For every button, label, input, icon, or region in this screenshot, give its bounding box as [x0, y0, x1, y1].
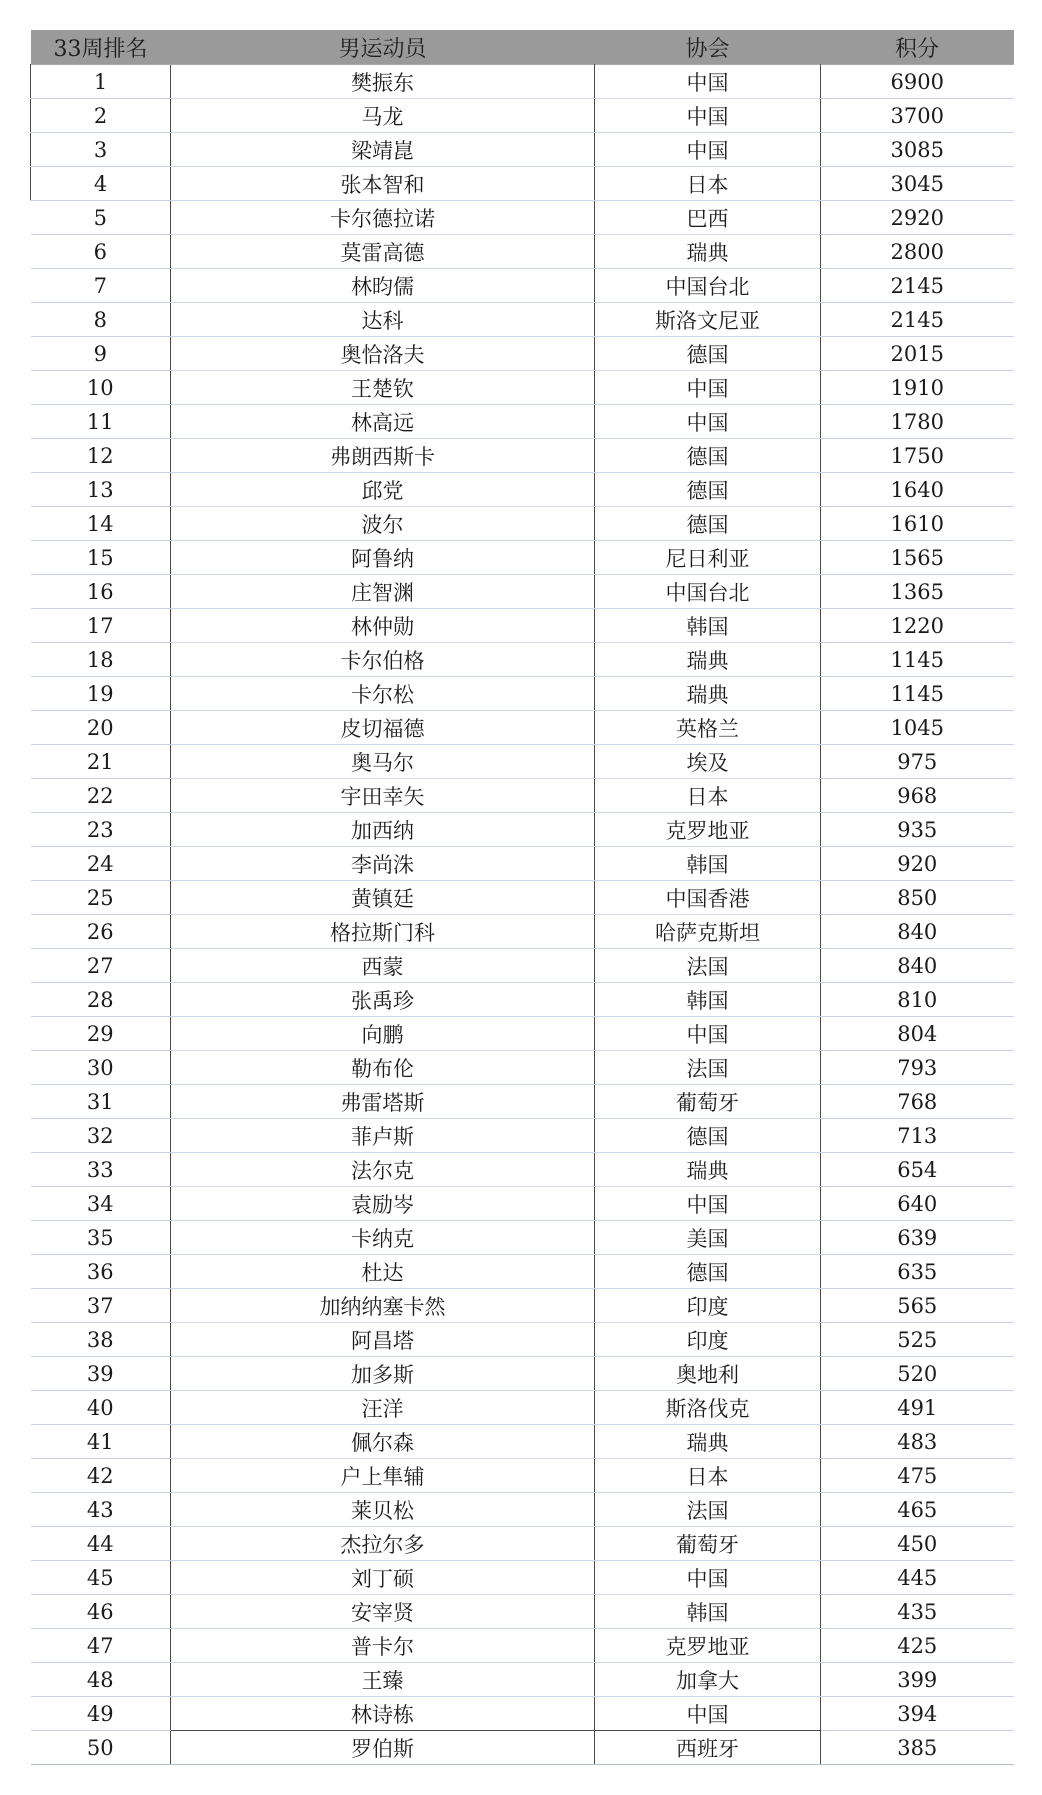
table-row	[31, 1221, 1014, 1255]
points-cell: 520	[821, 1357, 1014, 1391]
rank-cell: 3	[31, 133, 171, 167]
rank-cell: 7	[31, 269, 171, 303]
player-name-cell: 刘丁硕	[171, 1561, 595, 1595]
association-cell: 中国	[595, 99, 821, 133]
association-cell: 法国	[595, 1051, 821, 1085]
points-cell: 639	[821, 1221, 1014, 1255]
rank-cell: 29	[31, 1017, 171, 1051]
player-name-cell: 阿昌塔	[171, 1323, 595, 1357]
association-cell: 德国	[595, 1255, 821, 1289]
table-row	[31, 1527, 1014, 1561]
player-name-cell: 马龙	[171, 99, 595, 133]
points-cell: 840	[821, 915, 1014, 949]
points-cell: 2920	[821, 201, 1014, 235]
player-name-cell: 林仲勋	[171, 609, 595, 643]
points-cell: 435	[821, 1595, 1014, 1629]
rank-cell: 24	[31, 847, 171, 881]
association-cell: 德国	[595, 507, 821, 541]
points-cell: 968	[821, 779, 1014, 813]
association-cell: 印度	[595, 1323, 821, 1357]
points-cell: 640	[821, 1187, 1014, 1221]
points-cell: 850	[821, 881, 1014, 915]
table-row	[31, 609, 1014, 643]
player-name-cell: 袁励岑	[171, 1187, 595, 1221]
rank-cell: 10	[31, 371, 171, 405]
association-cell: 中国	[595, 405, 821, 439]
rank-cell: 21	[31, 745, 171, 779]
table-row	[31, 371, 1014, 405]
table-row	[31, 745, 1014, 779]
points-cell: 385	[821, 1731, 1014, 1765]
association-cell: 奥地利	[595, 1357, 821, 1391]
points-cell: 1750	[821, 439, 1014, 473]
player-name-cell: 安宰贤	[171, 1595, 595, 1629]
table-row	[31, 915, 1014, 949]
points-cell: 1565	[821, 541, 1014, 575]
rank-cell: 41	[31, 1425, 171, 1459]
points-cell: 2145	[821, 303, 1014, 337]
player-name-cell: 王楚钦	[171, 371, 595, 405]
points-cell: 445	[821, 1561, 1014, 1595]
association-cell: 中国	[595, 371, 821, 405]
rank-cell: 30	[31, 1051, 171, 1085]
points-cell: 491	[821, 1391, 1014, 1425]
points-cell: 1610	[821, 507, 1014, 541]
player-name-cell: 宇田幸矢	[171, 779, 595, 813]
player-name-cell: 林诗栋	[171, 1697, 595, 1731]
player-name-cell: 杜达	[171, 1255, 595, 1289]
association-cell: 瑞典	[595, 1425, 821, 1459]
player-name-cell: 汪洋	[171, 1391, 595, 1425]
table-row	[31, 677, 1014, 711]
rank-cell: 46	[31, 1595, 171, 1629]
player-name-cell: 户上隼辅	[171, 1459, 595, 1493]
table-row	[31, 1085, 1014, 1119]
association-cell: 韩国	[595, 609, 821, 643]
table-row	[31, 1493, 1014, 1527]
rank-cell: 38	[31, 1323, 171, 1357]
table-row	[31, 1697, 1014, 1731]
player-name-cell: 达科	[171, 303, 595, 337]
player-name-cell: 莱贝松	[171, 1493, 595, 1527]
player-name-cell: 普卡尔	[171, 1629, 595, 1663]
rank-cell: 32	[31, 1119, 171, 1153]
rank-cell: 20	[31, 711, 171, 745]
points-cell: 1910	[821, 371, 1014, 405]
player-name-cell: 奥马尔	[171, 745, 595, 779]
table-row	[31, 1255, 1014, 1289]
table-row	[31, 813, 1014, 847]
rank-cell: 25	[31, 881, 171, 915]
player-name-cell: 佩尔森	[171, 1425, 595, 1459]
table-row	[31, 473, 1014, 507]
header-points: 积分	[821, 30, 1014, 65]
rank-cell: 18	[31, 643, 171, 677]
header-row	[31, 30, 1014, 65]
table-row	[31, 1051, 1014, 1085]
association-cell: 巴西	[595, 201, 821, 235]
association-cell: 中国	[595, 1017, 821, 1051]
points-cell: 3085	[821, 133, 1014, 167]
points-cell: 450	[821, 1527, 1014, 1561]
table-row	[31, 1119, 1014, 1153]
table-row	[31, 1425, 1014, 1459]
rank-cell: 47	[31, 1629, 171, 1663]
table-row	[31, 847, 1014, 881]
points-cell: 1145	[821, 677, 1014, 711]
table-row	[31, 65, 1014, 99]
association-cell: 克罗地亚	[595, 1629, 821, 1663]
player-name-cell: 卡尔伯格	[171, 643, 595, 677]
player-name-cell: 黄镇廷	[171, 881, 595, 915]
player-name-cell: 奥恰洛夫	[171, 337, 595, 371]
points-cell: 1045	[821, 711, 1014, 745]
points-cell: 465	[821, 1493, 1014, 1527]
association-cell: 瑞典	[595, 643, 821, 677]
association-cell: 中国香港	[595, 881, 821, 915]
points-cell: 840	[821, 949, 1014, 983]
player-name-cell: 法尔克	[171, 1153, 595, 1187]
rank-cell: 13	[31, 473, 171, 507]
points-cell: 1220	[821, 609, 1014, 643]
points-cell: 399	[821, 1663, 1014, 1697]
table-row	[31, 1187, 1014, 1221]
association-cell: 葡萄牙	[595, 1527, 821, 1561]
association-cell: 德国	[595, 473, 821, 507]
association-cell: 英格兰	[595, 711, 821, 745]
rank-cell: 37	[31, 1289, 171, 1323]
player-name-cell: 弗雷塔斯	[171, 1085, 595, 1119]
table-row	[31, 1153, 1014, 1187]
rank-cell: 36	[31, 1255, 171, 1289]
table-row	[31, 983, 1014, 1017]
player-name-cell: 李尚洙	[171, 847, 595, 881]
rank-cell: 50	[31, 1731, 171, 1765]
table-row	[31, 167, 1014, 201]
rank-cell: 17	[31, 609, 171, 643]
association-cell: 德国	[595, 337, 821, 371]
association-cell: 韩国	[595, 847, 821, 881]
points-cell: 1780	[821, 405, 1014, 439]
ranking-table	[30, 30, 1014, 1765]
association-cell: 中国	[595, 133, 821, 167]
player-name-cell: 罗伯斯	[171, 1731, 595, 1765]
association-cell: 法国	[595, 949, 821, 983]
table-row	[31, 337, 1014, 371]
player-name-cell: 莫雷高德	[171, 235, 595, 269]
table-row	[31, 881, 1014, 915]
player-name-cell: 梁靖崑	[171, 133, 595, 167]
table-row	[31, 439, 1014, 473]
player-name-cell: 张禹珍	[171, 983, 595, 1017]
header-rank: 33周排名	[31, 30, 171, 65]
table-header	[31, 30, 1014, 65]
association-cell: 中国	[595, 1187, 821, 1221]
association-cell: 斯洛文尼亚	[595, 303, 821, 337]
table-row	[31, 575, 1014, 609]
points-cell: 654	[821, 1153, 1014, 1187]
points-cell: 475	[821, 1459, 1014, 1493]
association-cell: 斯洛伐克	[595, 1391, 821, 1425]
association-cell: 德国	[595, 1119, 821, 1153]
table-row	[31, 949, 1014, 983]
rank-cell: 12	[31, 439, 171, 473]
association-cell: 韩国	[595, 983, 821, 1017]
rank-cell: 15	[31, 541, 171, 575]
points-cell: 920	[821, 847, 1014, 881]
points-cell: 1365	[821, 575, 1014, 609]
rank-cell: 14	[31, 507, 171, 541]
rank-cell: 5	[31, 201, 171, 235]
table-row	[31, 1595, 1014, 1629]
table-row	[31, 1459, 1014, 1493]
association-cell: 日本	[595, 167, 821, 201]
rank-cell: 33	[31, 1153, 171, 1187]
player-name-cell: 邱党	[171, 473, 595, 507]
table-row	[31, 269, 1014, 303]
points-cell: 810	[821, 983, 1014, 1017]
player-name-cell: 庄智渊	[171, 575, 595, 609]
rank-cell: 40	[31, 1391, 171, 1425]
rank-cell: 31	[31, 1085, 171, 1119]
association-cell: 日本	[595, 1459, 821, 1493]
rank-cell: 42	[31, 1459, 171, 1493]
player-name-cell: 阿鲁纳	[171, 541, 595, 575]
table-row	[31, 1629, 1014, 1663]
points-cell: 425	[821, 1629, 1014, 1663]
table-row	[31, 541, 1014, 575]
player-name-cell: 加纳纳塞卡然	[171, 1289, 595, 1323]
player-name-cell: 勒布伦	[171, 1051, 595, 1085]
table-row	[31, 1323, 1014, 1357]
association-cell: 中国	[595, 65, 821, 99]
points-cell: 3700	[821, 99, 1014, 133]
player-name-cell: 加西纳	[171, 813, 595, 847]
table-row	[31, 303, 1014, 337]
player-name-cell: 张本智和	[171, 167, 595, 201]
player-name-cell: 卡纳克	[171, 1221, 595, 1255]
points-cell: 793	[821, 1051, 1014, 1085]
association-cell: 中国	[595, 1561, 821, 1595]
table-row	[31, 99, 1014, 133]
points-cell: 1145	[821, 643, 1014, 677]
table-row	[31, 1731, 1014, 1765]
table-row	[31, 235, 1014, 269]
association-cell: 瑞典	[595, 235, 821, 269]
player-name-cell: 樊振东	[171, 65, 595, 99]
table-row	[31, 643, 1014, 677]
association-cell: 中国台北	[595, 575, 821, 609]
rank-cell: 28	[31, 983, 171, 1017]
player-name-cell: 皮切福德	[171, 711, 595, 745]
rank-cell: 39	[31, 1357, 171, 1391]
table-row	[31, 507, 1014, 541]
player-name-cell: 波尔	[171, 507, 595, 541]
points-cell: 1640	[821, 473, 1014, 507]
table-row	[31, 1663, 1014, 1697]
header-association: 协会	[595, 30, 821, 65]
rank-cell: 19	[31, 677, 171, 711]
points-cell: 935	[821, 813, 1014, 847]
rank-cell: 44	[31, 1527, 171, 1561]
table-row	[31, 201, 1014, 235]
points-cell: 6900	[821, 65, 1014, 99]
association-cell: 中国台北	[595, 269, 821, 303]
association-cell: 瑞典	[595, 677, 821, 711]
rank-cell: 16	[31, 575, 171, 609]
association-cell: 瑞典	[595, 1153, 821, 1187]
table-row	[31, 1357, 1014, 1391]
player-name-cell: 加多斯	[171, 1357, 595, 1391]
points-cell: 483	[821, 1425, 1014, 1459]
rank-cell: 26	[31, 915, 171, 949]
player-name-cell: 格拉斯门科	[171, 915, 595, 949]
player-name-cell: 弗朗西斯卡	[171, 439, 595, 473]
association-cell: 德国	[595, 439, 821, 473]
table-row	[31, 711, 1014, 745]
points-cell: 565	[821, 1289, 1014, 1323]
points-cell: 3045	[821, 167, 1014, 201]
player-name-cell: 杰拉尔多	[171, 1527, 595, 1561]
rank-cell: 9	[31, 337, 171, 371]
association-cell: 西班牙	[595, 1731, 821, 1765]
table-row	[31, 1561, 1014, 1595]
player-name-cell: 林昀儒	[171, 269, 595, 303]
association-cell: 克罗地亚	[595, 813, 821, 847]
points-cell: 2145	[821, 269, 1014, 303]
association-cell: 埃及	[595, 745, 821, 779]
table-row	[31, 1289, 1014, 1323]
rank-cell: 22	[31, 779, 171, 813]
rank-cell: 1	[31, 65, 171, 99]
points-cell: 525	[821, 1323, 1014, 1357]
rank-cell: 27	[31, 949, 171, 983]
rank-cell: 4	[31, 167, 171, 201]
table-body	[31, 65, 1014, 1765]
points-cell: 713	[821, 1119, 1014, 1153]
association-cell: 韩国	[595, 1595, 821, 1629]
association-cell: 中国	[595, 1697, 821, 1731]
table-row	[31, 779, 1014, 813]
table-row	[31, 405, 1014, 439]
rank-cell: 45	[31, 1561, 171, 1595]
player-name-cell: 西蒙	[171, 949, 595, 983]
rank-cell: 34	[31, 1187, 171, 1221]
points-cell: 635	[821, 1255, 1014, 1289]
association-cell: 法国	[595, 1493, 821, 1527]
rank-cell: 49	[31, 1697, 171, 1731]
association-cell: 哈萨克斯坦	[595, 915, 821, 949]
points-cell: 2015	[821, 337, 1014, 371]
rank-cell: 35	[31, 1221, 171, 1255]
points-cell: 975	[821, 745, 1014, 779]
rank-cell: 2	[31, 99, 171, 133]
association-cell: 印度	[595, 1289, 821, 1323]
points-cell: 394	[821, 1697, 1014, 1731]
association-cell: 加拿大	[595, 1663, 821, 1697]
association-cell: 葡萄牙	[595, 1085, 821, 1119]
association-cell: 美国	[595, 1221, 821, 1255]
association-cell: 尼日利亚	[595, 541, 821, 575]
points-cell: 768	[821, 1085, 1014, 1119]
player-name-cell: 王臻	[171, 1663, 595, 1697]
rank-cell: 43	[31, 1493, 171, 1527]
header-player: 男运动员	[171, 30, 595, 65]
table-row	[31, 1017, 1014, 1051]
player-name-cell: 向鹏	[171, 1017, 595, 1051]
rank-cell: 23	[31, 813, 171, 847]
table-row	[31, 1391, 1014, 1425]
rank-cell: 48	[31, 1663, 171, 1697]
rank-cell: 8	[31, 303, 171, 337]
player-name-cell: 林高远	[171, 405, 595, 439]
player-name-cell: 卡尔德拉诺	[171, 201, 595, 235]
rank-cell: 11	[31, 405, 171, 439]
player-name-cell: 卡尔松	[171, 677, 595, 711]
points-cell: 2800	[821, 235, 1014, 269]
rank-cell: 6	[31, 235, 171, 269]
player-name-cell: 菲卢斯	[171, 1119, 595, 1153]
points-cell: 804	[821, 1017, 1014, 1051]
table-row	[31, 133, 1014, 167]
association-cell: 日本	[595, 779, 821, 813]
